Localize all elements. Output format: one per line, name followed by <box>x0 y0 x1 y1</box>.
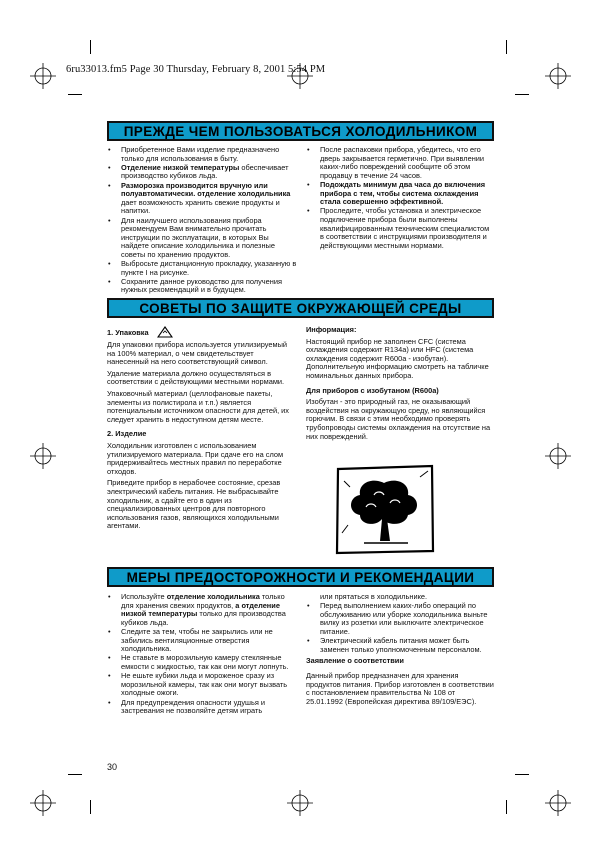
registration-mark-icon <box>545 63 571 89</box>
recycle-triangle-icon <box>157 326 173 338</box>
list-item: • Не ставьте в морозильную камеру стеклянные емкости с жидкостью, так как они могут лопнуть. <box>107 654 297 671</box>
list-item: • Для предупреждения опасности удушья и застревания не позволяйте детям играть <box>107 699 297 716</box>
list-item: • Приобретенное Вами изделие предназначено только для использования в быту. <box>107 146 297 163</box>
crop-mark <box>515 94 529 95</box>
list-item: • Подождать минимум два часа до включения прибора с тем, чтобы система охлаждения стала совершенно эффективной. <box>306 181 494 207</box>
section2-left-column <box>107 326 297 534</box>
registration-mark-icon <box>545 790 571 816</box>
list-item: • Разморозка производится вручную или полуавтоматически. отделение холодильника дает возможность хранить свежие продукты и напитки. <box>107 182 297 216</box>
crop-mark <box>68 774 82 775</box>
subheading-information: Информация: <box>306 325 357 334</box>
paragraph: Для упаковки прибора используется утилизируемый на 100% материал, о чем свидетельствует нанесенный на него соответствующий символ. <box>107 340 288 367</box>
list-item: • Не ешьте кубики льда и мороженое сразу из морозильной камеры, так как они могут вызвать холодные ожоги. <box>107 672 297 698</box>
list-item: • Проследите, чтобы установка и электрическое подключение прибора были выполнены квалифицированным техническим специалистом в соответствии с инструкциями производителя и действующими местными нормами. <box>306 207 494 250</box>
section-title-precautions: МЕРЫ ПРЕДОСТОРОЖНОСТИ И РЕКОМЕНДАЦИИ <box>107 567 494 587</box>
list-item-continuation: или прятаться в холодильнике. <box>320 592 428 601</box>
section3-right-column <box>306 593 494 709</box>
crop-mark <box>506 800 507 814</box>
paragraph: Изобутан - это природный газ, не оказывающий воздействия на окружающую среду, но являющийся горючим. В связи с этим необходимо проверять трубопроводы системы охлаждения на отсутствие на них повреждений. <box>306 397 491 441</box>
registration-mark-icon <box>30 790 56 816</box>
crop-mark <box>90 800 91 814</box>
list-item: • Сохраните данное руководство для получения нужных рекомендаций и в будущем. <box>107 278 297 295</box>
registration-mark-icon <box>30 63 56 89</box>
paragraph: Приведите прибор в нерабочее состояние, срезав электрический кабель питания. Не выбрасывайте холодильник, а сдайте его в один из специализированных центров для повторного использования газов, являющихся холодильными агентами. <box>107 478 281 531</box>
subheading-product: 2. Изделие <box>107 429 147 439</box>
section2-right-column <box>306 326 494 444</box>
paragraph: Холодильник изготовлен с использованием утилизируемого материала. При сдаче его на слом придерживайтесь местных правил по переработке отходов. <box>107 440 284 476</box>
list-item: • Используйте отделение холодильника только для хранения свежих продуктов, а отделение низкой температуры только для производства кубиков льда. <box>107 593 297 627</box>
list-item: • Для наилучшего использования прибора рекомендуем Вам внимательно прочитать инструкции по эксплуатации, в которых Вы найдете описание холодильника и полезные советы по хранению продуктов. <box>107 217 297 260</box>
paragraph: Удаление материала должно осуществляться в соответствии с действующими местными нормами. <box>107 368 285 387</box>
list-item: • Отделение низкой температуры обеспечивает производство кубиков льда. <box>107 164 297 181</box>
paragraph: Упаковочный материал (целлофановые пакеты, элементы из полистирола и т.п.) является потенциальным источником опасности для детей, их следует хранить в недоступном детям месте. <box>107 388 290 424</box>
tree-illustration-icon <box>334 463 436 555</box>
file-header: 6ru33013.fm5 Page 30 Thursday, February 8, 2001 5:54 PM <box>66 64 326 75</box>
crop-mark <box>506 40 507 54</box>
crop-mark <box>68 94 82 95</box>
crop-mark <box>515 774 529 775</box>
crop-mark <box>90 40 91 54</box>
list-item: • Следите за тем, чтобы не закрылись или не забились вентиляционные отверстия холодильника. <box>107 628 297 654</box>
section3-left-column <box>107 593 297 716</box>
list-item: • Перед выполнением каких-либо операций по обслуживанию или уборке холодильника выньте вилку из розетки или выключите электрическое питание. <box>306 602 494 636</box>
list-item: • Электрический кабель питания может быть заменен только уполномоченным персоналом. <box>306 637 494 654</box>
registration-mark-icon <box>287 790 313 816</box>
subheading-declaration: Заявление о соответствии <box>306 656 404 666</box>
section1-right-column <box>306 146 494 251</box>
section1-left-column <box>107 146 297 296</box>
subheading-packaging: 1. Упаковка <box>107 326 297 338</box>
list-item: • Выбросьте дистанционную прокладку, указанную в пункте I на рисунке. <box>107 260 297 277</box>
registration-mark-icon <box>30 443 56 469</box>
subheading-isobutane: Для приборов с изобутаном (R600a) <box>306 385 439 395</box>
registration-mark-icon <box>287 63 313 89</box>
list-item: • После распаковки прибора, убедитесь, что его дверь закрывается герметично. При выявлении каких-либо повреждений сообщите об этом продавцу в течение 24 часов. <box>306 146 494 180</box>
section-title-before-use: ПРЕЖДЕ ЧЕМ ПОЛЬЗОВАТЬСЯ ХОЛОДИЛЬНИКОМ <box>107 121 494 141</box>
registration-mark-icon <box>545 443 571 469</box>
section-title-environment: СОВЕТЫ ПО ЗАЩИТЕ ОКРУЖАЮЩЕЙ СРЕДЫ <box>107 298 494 318</box>
page-number: 30 <box>107 762 118 772</box>
paragraph: Данный прибор предназначен для хранения продуктов питания. Прибор изготовлен в соответствии с постановлением правительства № 108 от 25.01.1992 (Европейская директива 89/109/ЕЭС). <box>306 670 494 706</box>
paragraph: Настоящий прибор не заполнен CFC (система охлаждения содержит R134a) или HFC (система охлаждения содержит R600a - изобутан). Дополнительную информацию смотреть на табличке номинальных данных прибора. <box>306 336 489 380</box>
